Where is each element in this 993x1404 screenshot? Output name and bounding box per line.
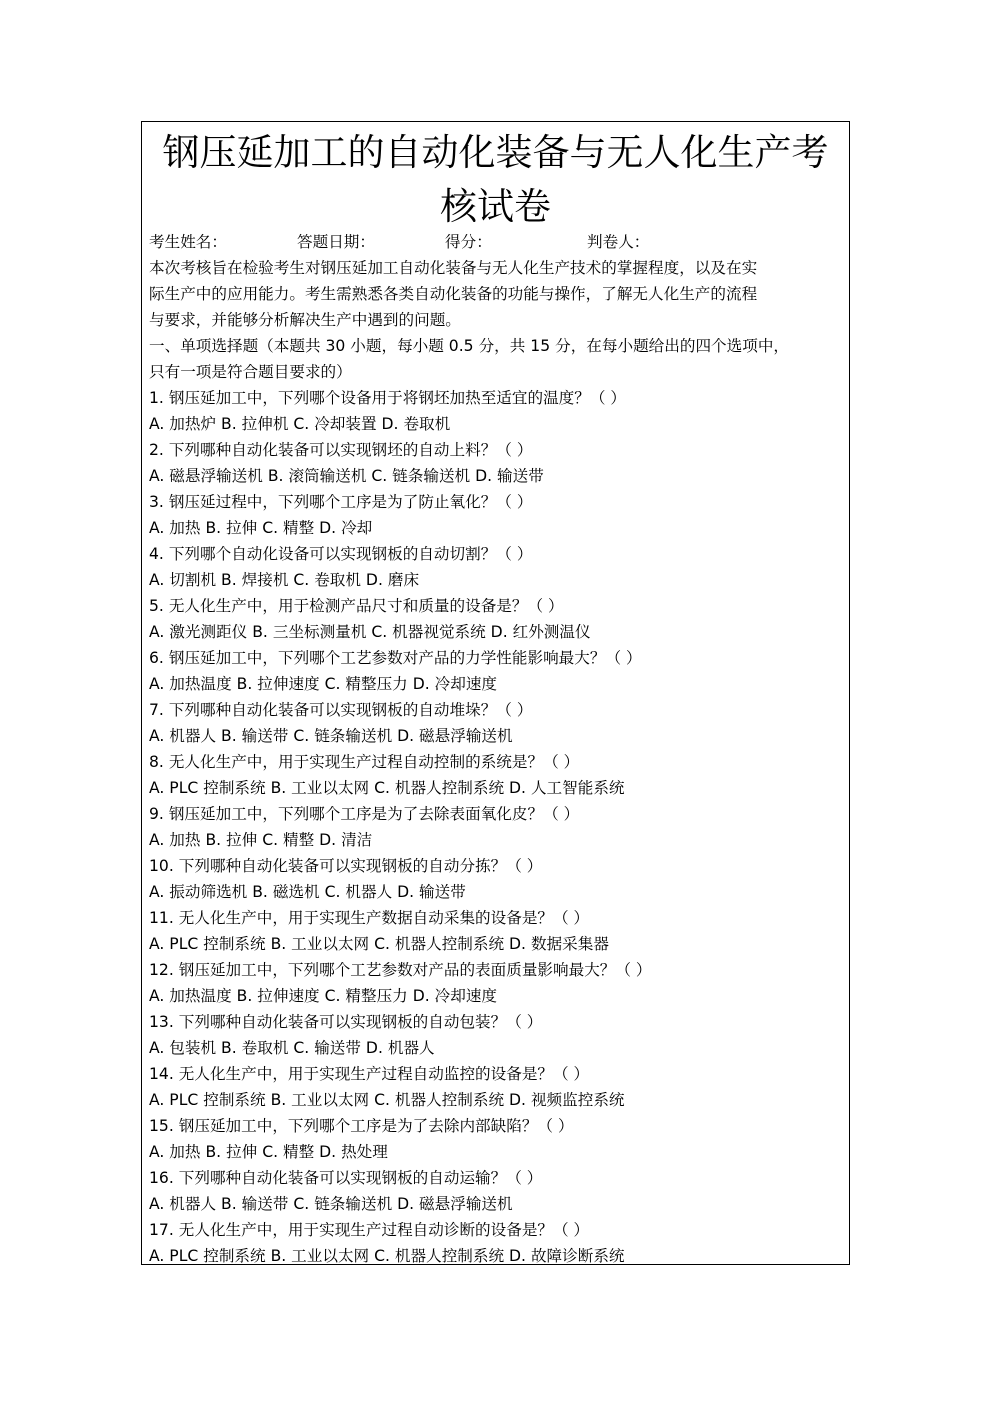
question-text: 17. 无人化生产中，用于实现生产过程自动诊断的设备是？（ ）: [149, 1221, 590, 1239]
question-text: 9. 钢压延加工中，下列哪个工序是为了去除表面氧化皮？（ ）: [149, 805, 580, 823]
intro-line: 际生产中的应用能力。考生需熟悉各类自动化装备的功能与操作，了解无人化生产的流程: [149, 285, 758, 303]
question-text: 7. 下列哪种自动化装备可以实现钢板的自动堆垛？（ ）: [149, 701, 533, 719]
question-options: A. 加热温度 B. 拉伸速度 C. 精整压力 D. 冷却速度: [149, 987, 498, 1005]
question-text: 13. 下列哪种自动化装备可以实现钢板的自动包装？（ ）: [149, 1013, 543, 1031]
grader-label: 判卷人：: [587, 233, 650, 251]
section-heading: 只有一项是符合题目要求的）: [149, 363, 352, 381]
question-options: A. 加热炉 B. 拉伸机 C. 冷却装置 D. 卷取机: [149, 415, 451, 433]
question-options: A. 包装机 B. 卷取机 C. 输送带 D. 机器人: [149, 1039, 435, 1057]
title-line-2: 核试卷: [440, 185, 551, 228]
question-options: A. 切割机 B. 焊接机 C. 卷取机 D. 磨床: [149, 571, 420, 589]
question-options: A. PLC 控制系统 B. 工业以太网 C. 机器人控制系统 D. 数据采集器: [149, 935, 609, 953]
question-options: A. 加热 B. 拉伸 C. 精整 D. 清洁: [149, 831, 373, 849]
question-options: A. PLC 控制系统 B. 工业以太网 C. 机器人控制系统 D. 故障诊断系统: [149, 1247, 625, 1265]
intro-line: 本次考核旨在检验考生对钢压延加工自动化装备与无人化生产技术的掌握程度，以及在实: [149, 259, 758, 277]
question-text: 1. 钢压延加工中，下列哪个设备用于将钢坯加热至适宜的温度？（ ）: [149, 389, 627, 407]
question-text: 15. 钢压延加工中，下列哪个工序是为了去除内部缺陷？（ ）: [149, 1117, 574, 1135]
section-heading: 一、单项选择题（本题共 30 小题，每小题 0.5 分，共 15 分，在每小题给出的四个选项中，: [149, 337, 790, 355]
question-options: A. 激光测距仪 B. 三坐标测量机 C. 机器视觉系统 D. 红外测温仪: [149, 623, 591, 641]
question-text: 11. 无人化生产中，用于实现生产数据自动采集的设备是？（ ）: [149, 909, 590, 927]
question-options: A. 加热温度 B. 拉伸速度 C. 精整压力 D. 冷却速度: [149, 675, 498, 693]
question-text: 10. 下列哪种自动化装备可以实现钢板的自动分拣？（ ）: [149, 857, 543, 875]
question-options: A. 加热 B. 拉伸 C. 精整 D. 冷却: [149, 519, 373, 537]
title-line-1: 钢压延加工的自动化装备与无人化生产考: [162, 131, 829, 174]
question-options: A. PLC 控制系统 B. 工业以太网 C. 机器人控制系统 D. 视频监控系统: [149, 1091, 625, 1109]
question-text: 6. 钢压延加工中，下列哪个工艺参数对产品的力学性能影响最大？（ ）: [149, 649, 642, 667]
question-options: A. PLC 控制系统 B. 工业以太网 C. 机器人控制系统 D. 人工智能系统: [149, 779, 625, 797]
question-options: A. 磁悬浮输送机 B. 滚筒输送机 C. 链条输送机 D. 输送带: [149, 467, 544, 485]
exam-content: [149, 229, 843, 1269]
candidate-info-row: [149, 229, 843, 255]
name-label: 考生姓名：: [149, 233, 227, 251]
question-text: 4. 下列哪个自动化设备可以实现钢板的自动切割？（ ）: [149, 545, 533, 563]
question-options: A. 机器人 B. 输送带 C. 链条输送机 D. 磁悬浮输送机: [149, 727, 513, 745]
date-label: 答题日期：: [297, 233, 375, 251]
question-options: A. 机器人 B. 输送带 C. 链条输送机 D. 磁悬浮输送机: [149, 1195, 513, 1213]
question-options: A. 振动筛选机 B. 磁选机 C. 机器人 D. 输送带: [149, 883, 466, 901]
question-text: 16. 下列哪种自动化装备可以实现钢板的自动运输？（ ）: [149, 1169, 543, 1187]
question-text: 8. 无人化生产中，用于实现生产过程自动控制的系统是？（ ）: [149, 753, 580, 771]
question-text: 12. 钢压延加工中，下列哪个工艺参数对产品的表面质量影响最大？（ ）: [149, 961, 652, 979]
question-list: [149, 385, 843, 1269]
question-options: A. 加热 B. 拉伸 C. 精整 D. 热处理: [149, 1143, 388, 1161]
question-text: 3. 钢压延过程中，下列哪个工序是为了防止氧化？（ ）: [149, 493, 533, 511]
question-text: 2. 下列哪种自动化装备可以实现钢坯的自动上料？（ ）: [149, 441, 533, 459]
score-label: 得分：: [445, 233, 492, 251]
exam-title: [141, 126, 850, 234]
question-text: 5. 无人化生产中，用于检测产品尺寸和质量的设备是？（ ）: [149, 597, 564, 615]
question-text: 14. 无人化生产中，用于实现生产过程自动监控的设备是？（ ）: [149, 1065, 590, 1083]
intro-line: 与要求，并能够分析解决生产中遇到的问题。: [149, 311, 461, 329]
